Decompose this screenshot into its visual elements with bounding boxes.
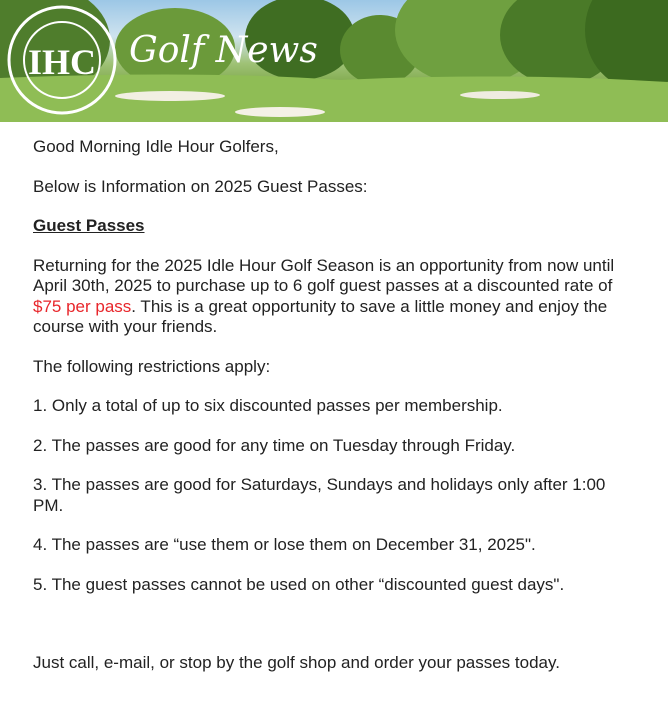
spacer bbox=[33, 614, 635, 653]
restriction-item: 2. The passes are good for any time on Tuesday through Friday. bbox=[33, 435, 516, 455]
golf-news-title bbox=[125, 14, 325, 84]
club-seal-logo bbox=[6, 4, 118, 116]
price-highlight: $75 per pass bbox=[33, 296, 132, 316]
golf-news-script: Golf News bbox=[129, 30, 318, 71]
intro-line: Below is Information on 2025 Guest Passes: bbox=[33, 176, 368, 196]
greeting: Good Morning Idle Hour Golfers, bbox=[33, 137, 279, 156]
restriction-item: 4. The passes are “use them or lose them on December 31, 2025". bbox=[33, 535, 536, 554]
restrictions-intro: The following restrictions apply: bbox=[33, 356, 271, 376]
header-banner bbox=[0, 0, 668, 122]
section-heading: Guest Passes bbox=[33, 216, 145, 235]
offer-text-end: . This is a great opportunity to save a little money and enjoy the course with your friends. bbox=[33, 296, 608, 336]
offer-text-start: Returning for the 2025 Idle Hour Golf Season is an opportunity from now until April 30th, 2025 to purchase up to 6 golf guest passes at a discounted rate of bbox=[33, 255, 615, 295]
seal-monogram: IHC bbox=[27, 42, 97, 82]
closing-line: Just call, e-mail, or stop by the golf shop and order your passes today. bbox=[33, 653, 560, 672]
email-body bbox=[0, 122, 668, 674]
restriction-item: 5. The guest passes cannot be used on other “discounted guest days". bbox=[33, 574, 565, 594]
offer-paragraph bbox=[33, 256, 635, 338]
restriction-item: 1. Only a total of up to six discounted passes per membership. bbox=[33, 396, 503, 415]
restriction-item: 3. The passes are good for Saturdays, Sundays and holidays only after 1:00 PM. bbox=[33, 475, 606, 515]
